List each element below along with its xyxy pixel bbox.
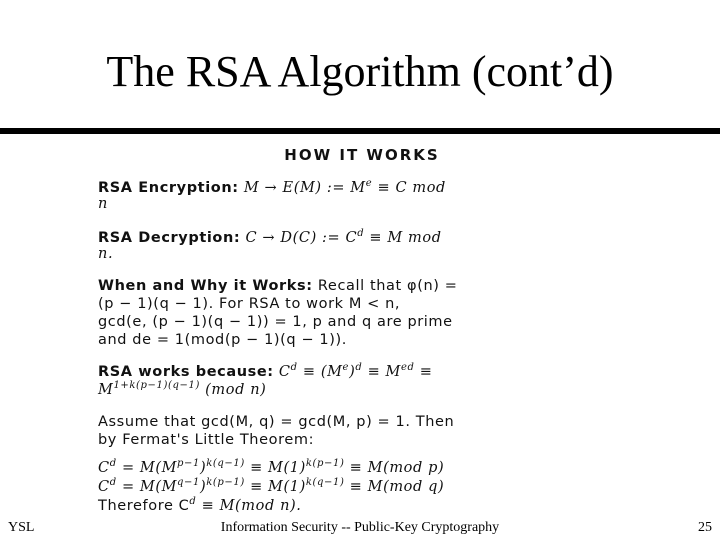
- works-1c-exp: d: [355, 362, 363, 373]
- encryption-line: [98, 178, 446, 196]
- decryption-expr2: ≡ M mod: [369, 229, 442, 246]
- fermat-1d: ≡ M(1): [250, 459, 306, 476]
- fermat-2d-exp: k(q−1): [305, 477, 345, 488]
- fermat-1c: ): [200, 459, 207, 476]
- decryption-line: [98, 228, 442, 246]
- assume-line-1: Assume that gcd(M, q) = gcd(M, p) = 1. Then: [98, 414, 455, 430]
- footer-page-number: 25: [698, 520, 712, 535]
- why-line-3: gcd(e, (p − 1)(q − 1)) = 1, p and q are prime: [98, 314, 453, 330]
- fermat-2c: ): [200, 478, 207, 495]
- works-2-exp: 1+k(p−1)(q−1): [113, 380, 200, 391]
- why-line-2: (p − 1)(q − 1). For RSA to work M < n,: [98, 296, 401, 312]
- decryption-exp: d: [357, 228, 365, 239]
- fermat-2e: ≡ M(mod q): [349, 478, 445, 495]
- encryption-exp: e: [365, 178, 373, 189]
- works-1: C: [278, 363, 291, 380]
- fermat-2d: ≡ M(1): [250, 478, 306, 495]
- works-2: M: [98, 381, 114, 398]
- fermat-1b: = M(M: [121, 459, 178, 476]
- footer-author: YSL: [8, 520, 35, 535]
- therefore-b: ≡ M(mod n).: [201, 497, 302, 514]
- content-heading: HOW IT WORKS: [284, 146, 440, 164]
- fermat-2b-exp: q−1: [177, 477, 200, 488]
- footer-course-title: Information Security -- Public-Key Cryptography: [220, 520, 500, 535]
- why-line-4: and de = 1(mod(p − 1)(q − 1)).: [98, 332, 347, 348]
- encryption-expr2: ≡ C mod: [377, 179, 446, 196]
- works-2b: (mod n): [205, 381, 267, 398]
- works-1d-exp: ed: [400, 362, 415, 373]
- works-1d: ≡ M: [367, 363, 401, 380]
- works-line-1: [98, 362, 432, 380]
- fermat-2c-exp: k(p−1): [206, 477, 245, 488]
- therefore-exp: d: [189, 496, 197, 507]
- scanned-content: [92, 140, 632, 518]
- fermat-2b: = M(M: [121, 478, 178, 495]
- fermat-2: C: [98, 478, 110, 495]
- title-divider: [0, 128, 720, 134]
- why-text-1: Recall that φ(n) =: [317, 278, 458, 294]
- fermat-line-2: [98, 477, 444, 495]
- works-1c: ): [349, 363, 356, 380]
- slide-title: The RSA Algorithm (cont’d): [106, 47, 614, 96]
- encryption-expr: M → E(M) := M: [243, 179, 366, 196]
- why-label: When and Why it Works:: [98, 278, 313, 294]
- fermat-2-exp: d: [109, 477, 117, 488]
- fermat-1d-exp: k(p−1): [305, 458, 345, 469]
- fermat-1b-exp: p−1: [177, 458, 200, 469]
- works-1b-exp: e: [342, 362, 350, 373]
- decryption-cont: n.: [98, 246, 114, 262]
- assume-line-2: by Fermat's Little Theorem:: [98, 432, 315, 448]
- works-line-2: [98, 380, 266, 398]
- fermat-line-1: [98, 458, 444, 476]
- decryption-expr: C → D(C) := C: [245, 229, 358, 246]
- works-1-exp: d: [290, 362, 298, 373]
- fermat-1: C: [98, 459, 110, 476]
- decryption-label: RSA Decryption:: [98, 229, 241, 246]
- fermat-1e: ≡ M(mod p): [349, 459, 445, 476]
- encryption-cont: n: [98, 196, 108, 212]
- therefore-text: Therefore C: [98, 497, 190, 514]
- fermat-1c-exp: k(q−1): [206, 458, 245, 469]
- works-label: RSA works because:: [98, 363, 274, 380]
- therefore-line: [98, 496, 301, 514]
- why-line-1: [98, 278, 457, 294]
- fermat-1-exp: d: [109, 458, 117, 469]
- encryption-label: RSA Encryption:: [98, 179, 239, 196]
- works-1e: ≡: [419, 363, 433, 380]
- works-1b: ≡ (M: [302, 363, 343, 380]
